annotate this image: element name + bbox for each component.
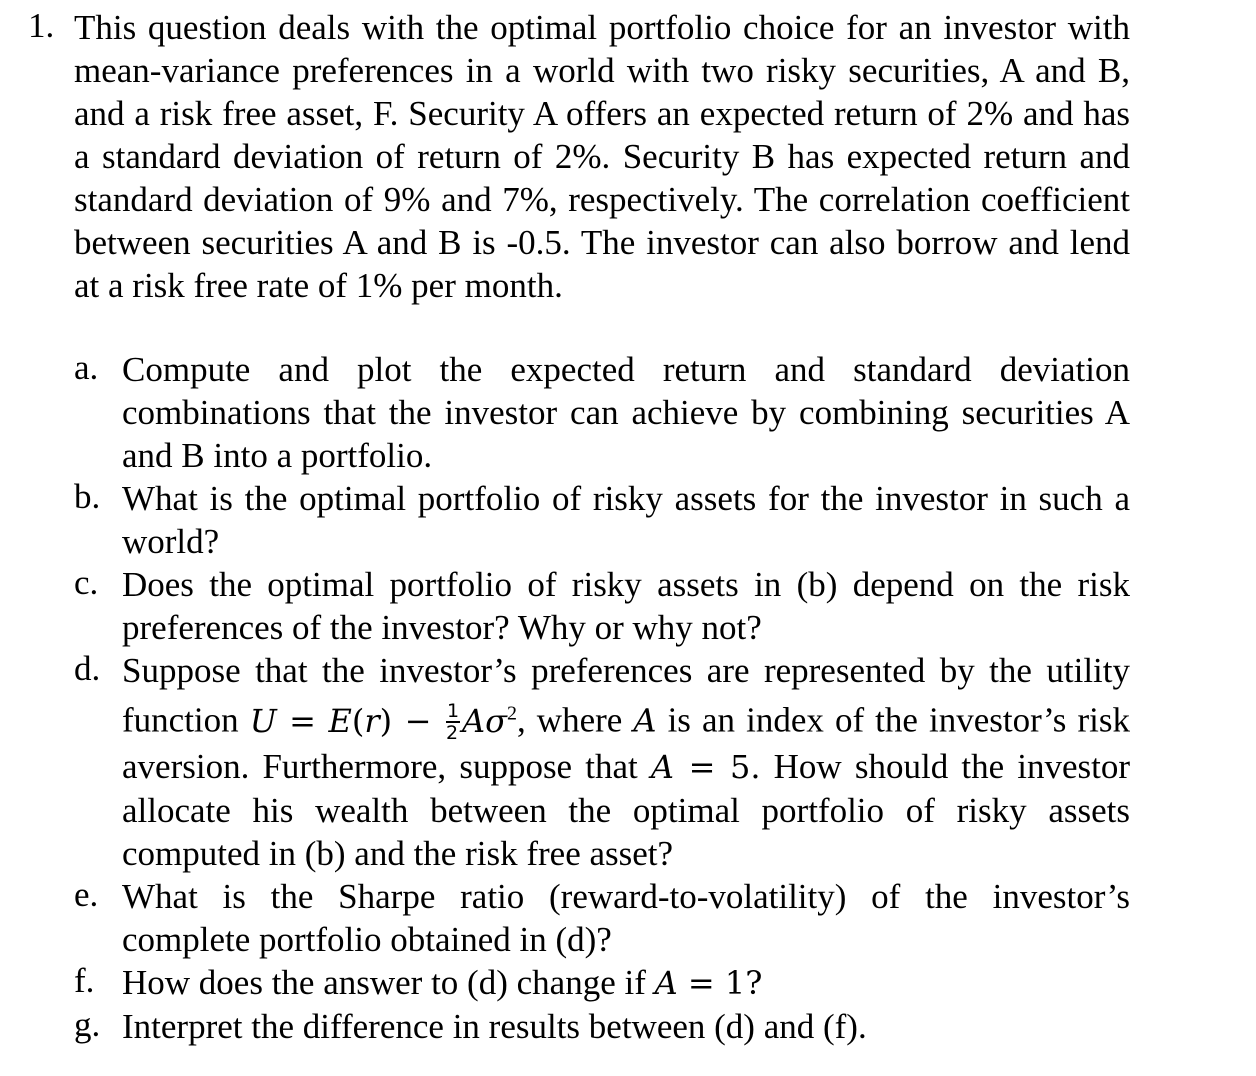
part-label: d. [74, 649, 101, 688]
part-g [74, 1005, 1130, 1048]
part-a [74, 348, 1130, 477]
part-label: f. [74, 960, 95, 1000]
part-label: c. [74, 563, 99, 602]
part-text: Does the optimal portfolio of risky assets in (b) depend on the risk preferences of the investor? Why or why not? [122, 565, 1130, 647]
part-b [74, 477, 1130, 563]
part-text: What is the optimal portfolio of risky assets for the investor in such a world? [122, 479, 1130, 561]
part-label: b. [74, 477, 101, 516]
part-label: e. [74, 874, 99, 914]
question-number: 1. [28, 6, 55, 45]
question-intro: This question deals with the optimal portfolio choice for an investor with mean-variance preferences in a world with two risky securities, A and B, and a risk free asset, F. Security A offers an expected return of 2% and has a standard deviation of return of 2%. Security B has expected return and standard deviation of 9% and 7%, respectively. The correlation coefficient between securities A and B is -0.5. The investor can also borrow and lend at a risk free rate of 1% per month. [74, 8, 1130, 305]
part-e [74, 875, 1130, 961]
question-1 [28, 6, 1130, 307]
variable-a: A [654, 963, 678, 1002]
part-text: Suppose that the investor’s preferences are represented by the utility function U = E(r) − $\frac{1}{2}$ $A\sigma^2$, where A is an index of the investor’s risk aversion. Furthermore, suppose that A = 5. How should the investor allocate his wealth between the optimal portfolio of risky assets computed in (b) and the risk free asset? [122, 651, 1131, 873]
part-label: g. [74, 1004, 101, 1044]
part-text: Compute and plot the expected return and standard deviation combinations that the investor can achieve by combining securities A and B into a portfolio. [122, 350, 1130, 475]
part-d [74, 649, 1130, 875]
fraction-one-half: $\frac{1}{2}$ [445, 699, 460, 744]
utility-formula: U = E(r) − $\frac{1}{2}$ $A\sigma^2$ [249, 699, 517, 744]
variable-a: A [633, 701, 657, 740]
part-text: How does the answer to (d) change if A = 1? [122, 962, 763, 1002]
part-c [74, 563, 1130, 649]
question-parts [74, 348, 1130, 1048]
part-f [74, 961, 1130, 1005]
part-text: What is the Sharpe ratio (reward-to-volatility) of the investor’s complete portfolio obtained in (d)? [122, 876, 1130, 959]
variable-a: A [650, 747, 674, 786]
part-text: Interpret the difference in results between (d) and (f). [122, 1006, 867, 1046]
part-label: a. [74, 348, 99, 387]
part-d-text-before: Suppose that the investor’s preferences are represented by the utility function [122, 651, 1130, 740]
